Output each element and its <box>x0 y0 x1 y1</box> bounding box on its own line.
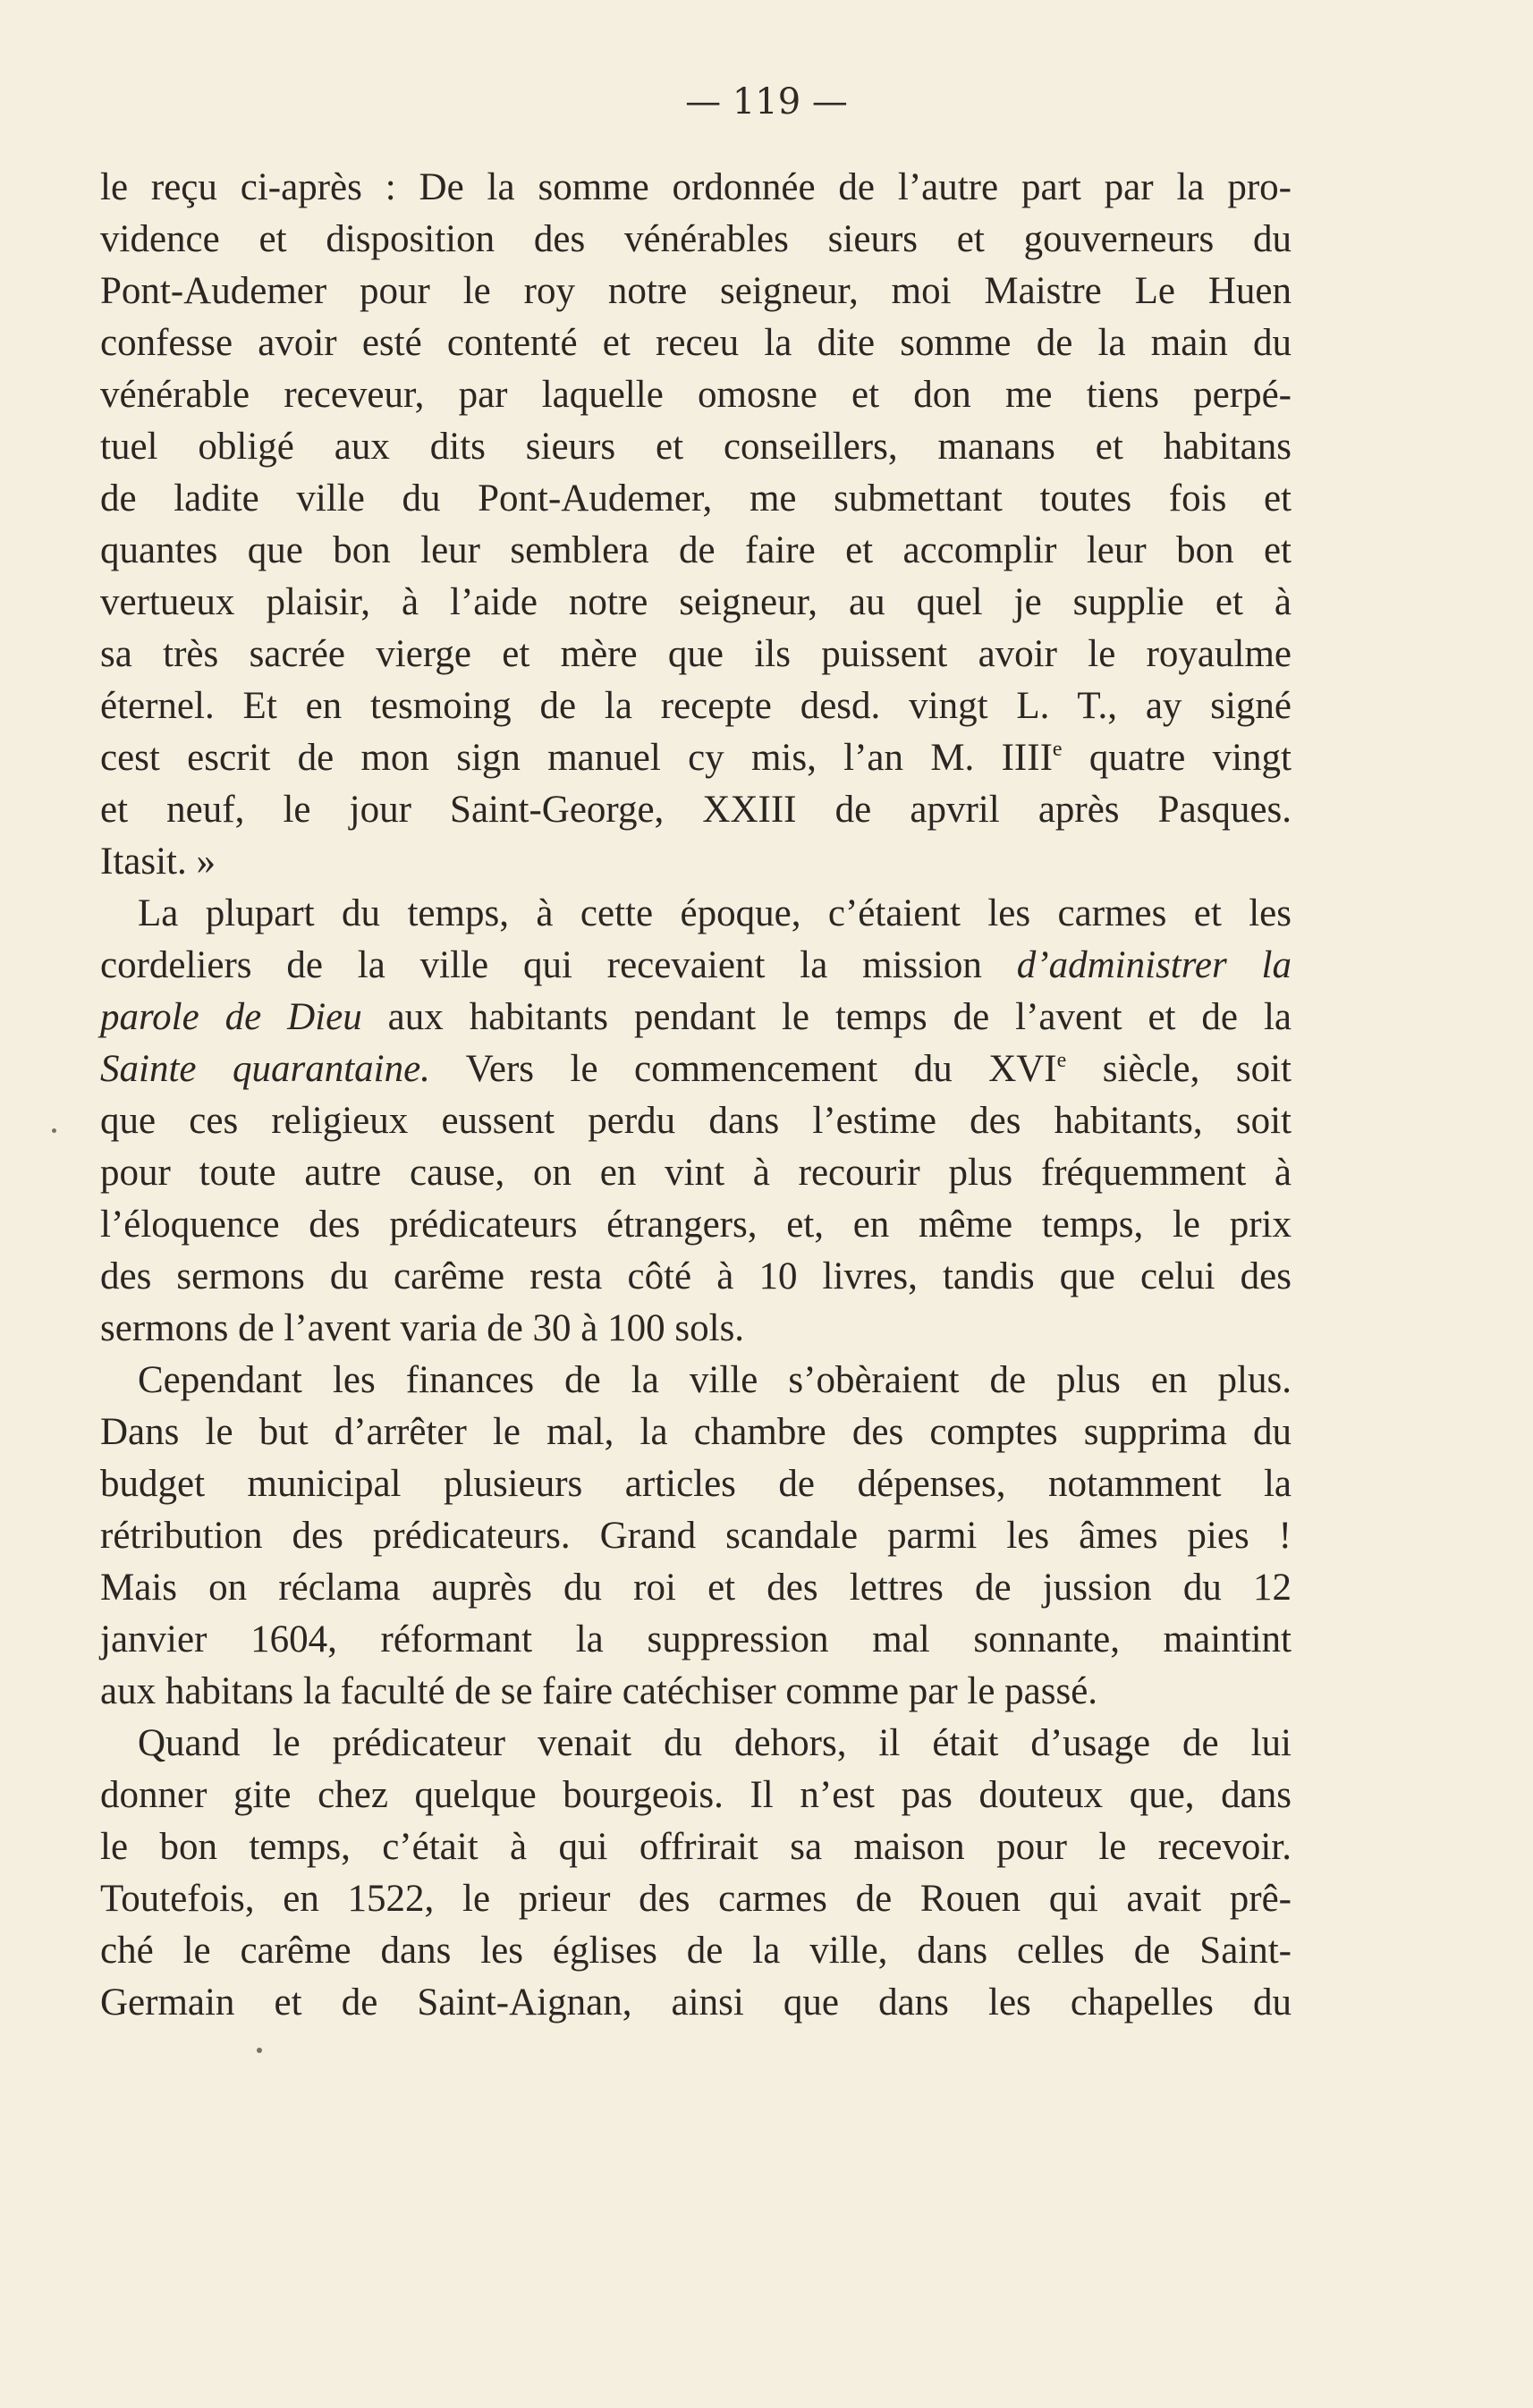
text-line <box>100 1562 1292 1614</box>
text-segment: quantes que bon leur semblera de faire et accomplir leur bon et <box>100 529 1292 571</box>
italic-text: Sainte quarantaine. <box>100 1048 430 1090</box>
text-segment: et neuf, le jour Saint-George, XXIII de apvril après Pasques. <box>100 789 1292 831</box>
text-line <box>100 680 1292 732</box>
text-line <box>100 1407 1292 1458</box>
text-line <box>100 1303 1292 1355</box>
text-line <box>100 888 1292 940</box>
text-segment: siècle, soit <box>1066 1048 1292 1090</box>
text-line <box>100 1614 1292 1666</box>
text-line <box>100 369 1292 421</box>
text-line <box>100 1873 1292 1925</box>
italic-text: parole de Dieu <box>100 996 362 1038</box>
text-segment: confesse avoir esté contenté et receu la dite somme de la main du <box>100 322 1292 364</box>
text-line <box>100 473 1292 525</box>
text-line <box>100 1821 1292 1873</box>
text-segment: rétribution des prédicateurs. Grand scandale parmi les âmes pies ! <box>100 1515 1292 1557</box>
paper-speck <box>257 2048 262 2053</box>
text-segment: l’éloquence des prédicateurs étrangers, et, en même temps, le prix <box>100 1204 1292 1246</box>
text-line <box>100 1043 1292 1095</box>
superscript: e <box>1056 1049 1067 1072</box>
text-segment: La plupart du temps, à cette époque, c’étaient les carmes et les <box>138 892 1292 934</box>
text-segment: Vers le commencement du XVI <box>429 1048 1057 1090</box>
text-segment: de ladite ville du Pont-Audemer, me submettant toutes fois et <box>100 477 1292 520</box>
text-line <box>100 525 1292 577</box>
text-line <box>100 1510 1292 1562</box>
text-line <box>100 784 1292 836</box>
text-line <box>100 940 1292 992</box>
text-line <box>100 732 1292 784</box>
text-line <box>100 317 1292 369</box>
text-segment: quatre vingt <box>1062 737 1292 779</box>
text-segment: sa très sacrée vierge et mère que ils puissent avoir le royaulme <box>100 633 1292 675</box>
text-segment: janvier 1604, réformant la suppression mal sonnante, maintint <box>100 1618 1292 1660</box>
text-line <box>100 629 1292 680</box>
superscript: e <box>1052 738 1063 761</box>
margin-speck <box>52 1128 56 1133</box>
text-segment: vidence et disposition des vénérables sieurs et gouverneurs du <box>100 218 1292 260</box>
text-line <box>100 162 1292 214</box>
text-segment: aux habitants pendant le temps de l’avent et de la <box>361 996 1292 1038</box>
text-segment: sermons de l’avent varia de 30 à 100 sols. <box>100 1307 745 1349</box>
text-segment: budget municipal plusieurs articles de dépenses, notamment la <box>100 1463 1292 1505</box>
text-line <box>100 1925 1292 1977</box>
text-segment: tuel obligé aux dits sieurs et conseillers, manans et habitans <box>100 426 1292 468</box>
text-segment: Mais on réclama auprès du roi et des lettres de jussion du 12 <box>100 1567 1292 1609</box>
text-line <box>100 1770 1292 1821</box>
text-line <box>100 1458 1292 1510</box>
text-segment: Pont-Audemer pour le roy notre seigneur, moi Maistre Le Huen <box>100 270 1292 312</box>
body-text <box>100 162 1292 2029</box>
text-segment: aux habitans la faculté de se faire catéchiser comme par le passé. <box>100 1670 1098 1712</box>
text-segment: cest escrit de mon sign manuel cy mis, l’an M. IIII <box>100 737 1053 779</box>
text-line <box>100 836 1292 888</box>
text-segment: éternel. Et en tesmoing de la recepte desd. vingt L. T., ay signé <box>100 685 1292 727</box>
text-segment: Itasit. » <box>100 841 216 883</box>
text-segment: le bon temps, c’était à qui offrirait sa maison pour le recevoir. <box>100 1826 1292 1868</box>
italic-text: d’administrer la <box>1016 944 1292 986</box>
text-segment: vertueux plaisir, à l’aide notre seigneur, au quel je supplie et à <box>100 581 1292 623</box>
text-line <box>100 1718 1292 1770</box>
text-line <box>100 1251 1292 1303</box>
text-segment: Germain et de Saint-Aignan, ainsi que dans les chapelles du <box>100 1981 1292 2024</box>
text-line <box>100 266 1292 317</box>
text-line <box>100 1977 1292 2029</box>
text-line <box>100 1199 1292 1251</box>
text-segment: Cependant les finances de la ville s’obèraient de plus en plus. <box>138 1359 1292 1401</box>
text-line <box>100 421 1292 473</box>
text-segment: Dans le but d’arrêter le mal, la chambre des comptes supprima du <box>100 1411 1292 1453</box>
text-line <box>100 214 1292 266</box>
text-segment: ché le carême dans les églises de la ville, dans celles de Saint- <box>100 1930 1292 1972</box>
text-segment: pour toute autre cause, on en vint à recourir plus fréquemment à <box>100 1152 1292 1194</box>
text-line <box>100 1095 1292 1147</box>
text-line <box>100 1355 1292 1407</box>
text-segment: Quand le prédicateur venait du dehors, il était d’usage de lui <box>138 1722 1292 1764</box>
text-segment: cordeliers de la ville qui recevaient la mission <box>100 944 1017 986</box>
text-line <box>100 992 1292 1043</box>
text-line <box>100 577 1292 629</box>
text-line <box>100 1147 1292 1199</box>
text-segment: donner gite chez quelque bourgeois. Il n’est pas douteux que, dans <box>100 1774 1292 1816</box>
page-number: — 119 — <box>685 81 848 123</box>
text-segment: vénérable receveur, par laquelle omosne et don me tiens perpé- <box>100 374 1292 416</box>
text-segment: que ces religieux eussent perdu dans l’estime des habitants, soit <box>100 1100 1292 1142</box>
text-segment: le reçu ci-après : De la somme ordonnée de l’autre part par la pro- <box>100 166 1292 208</box>
text-segment: Toutefois, en 1522, le prieur des carmes de Rouen qui avait prê- <box>100 1878 1292 1920</box>
text-line <box>100 1666 1292 1718</box>
text-segment: des sermons du carême resta côté à 10 livres, tandis que celui des <box>100 1255 1292 1297</box>
